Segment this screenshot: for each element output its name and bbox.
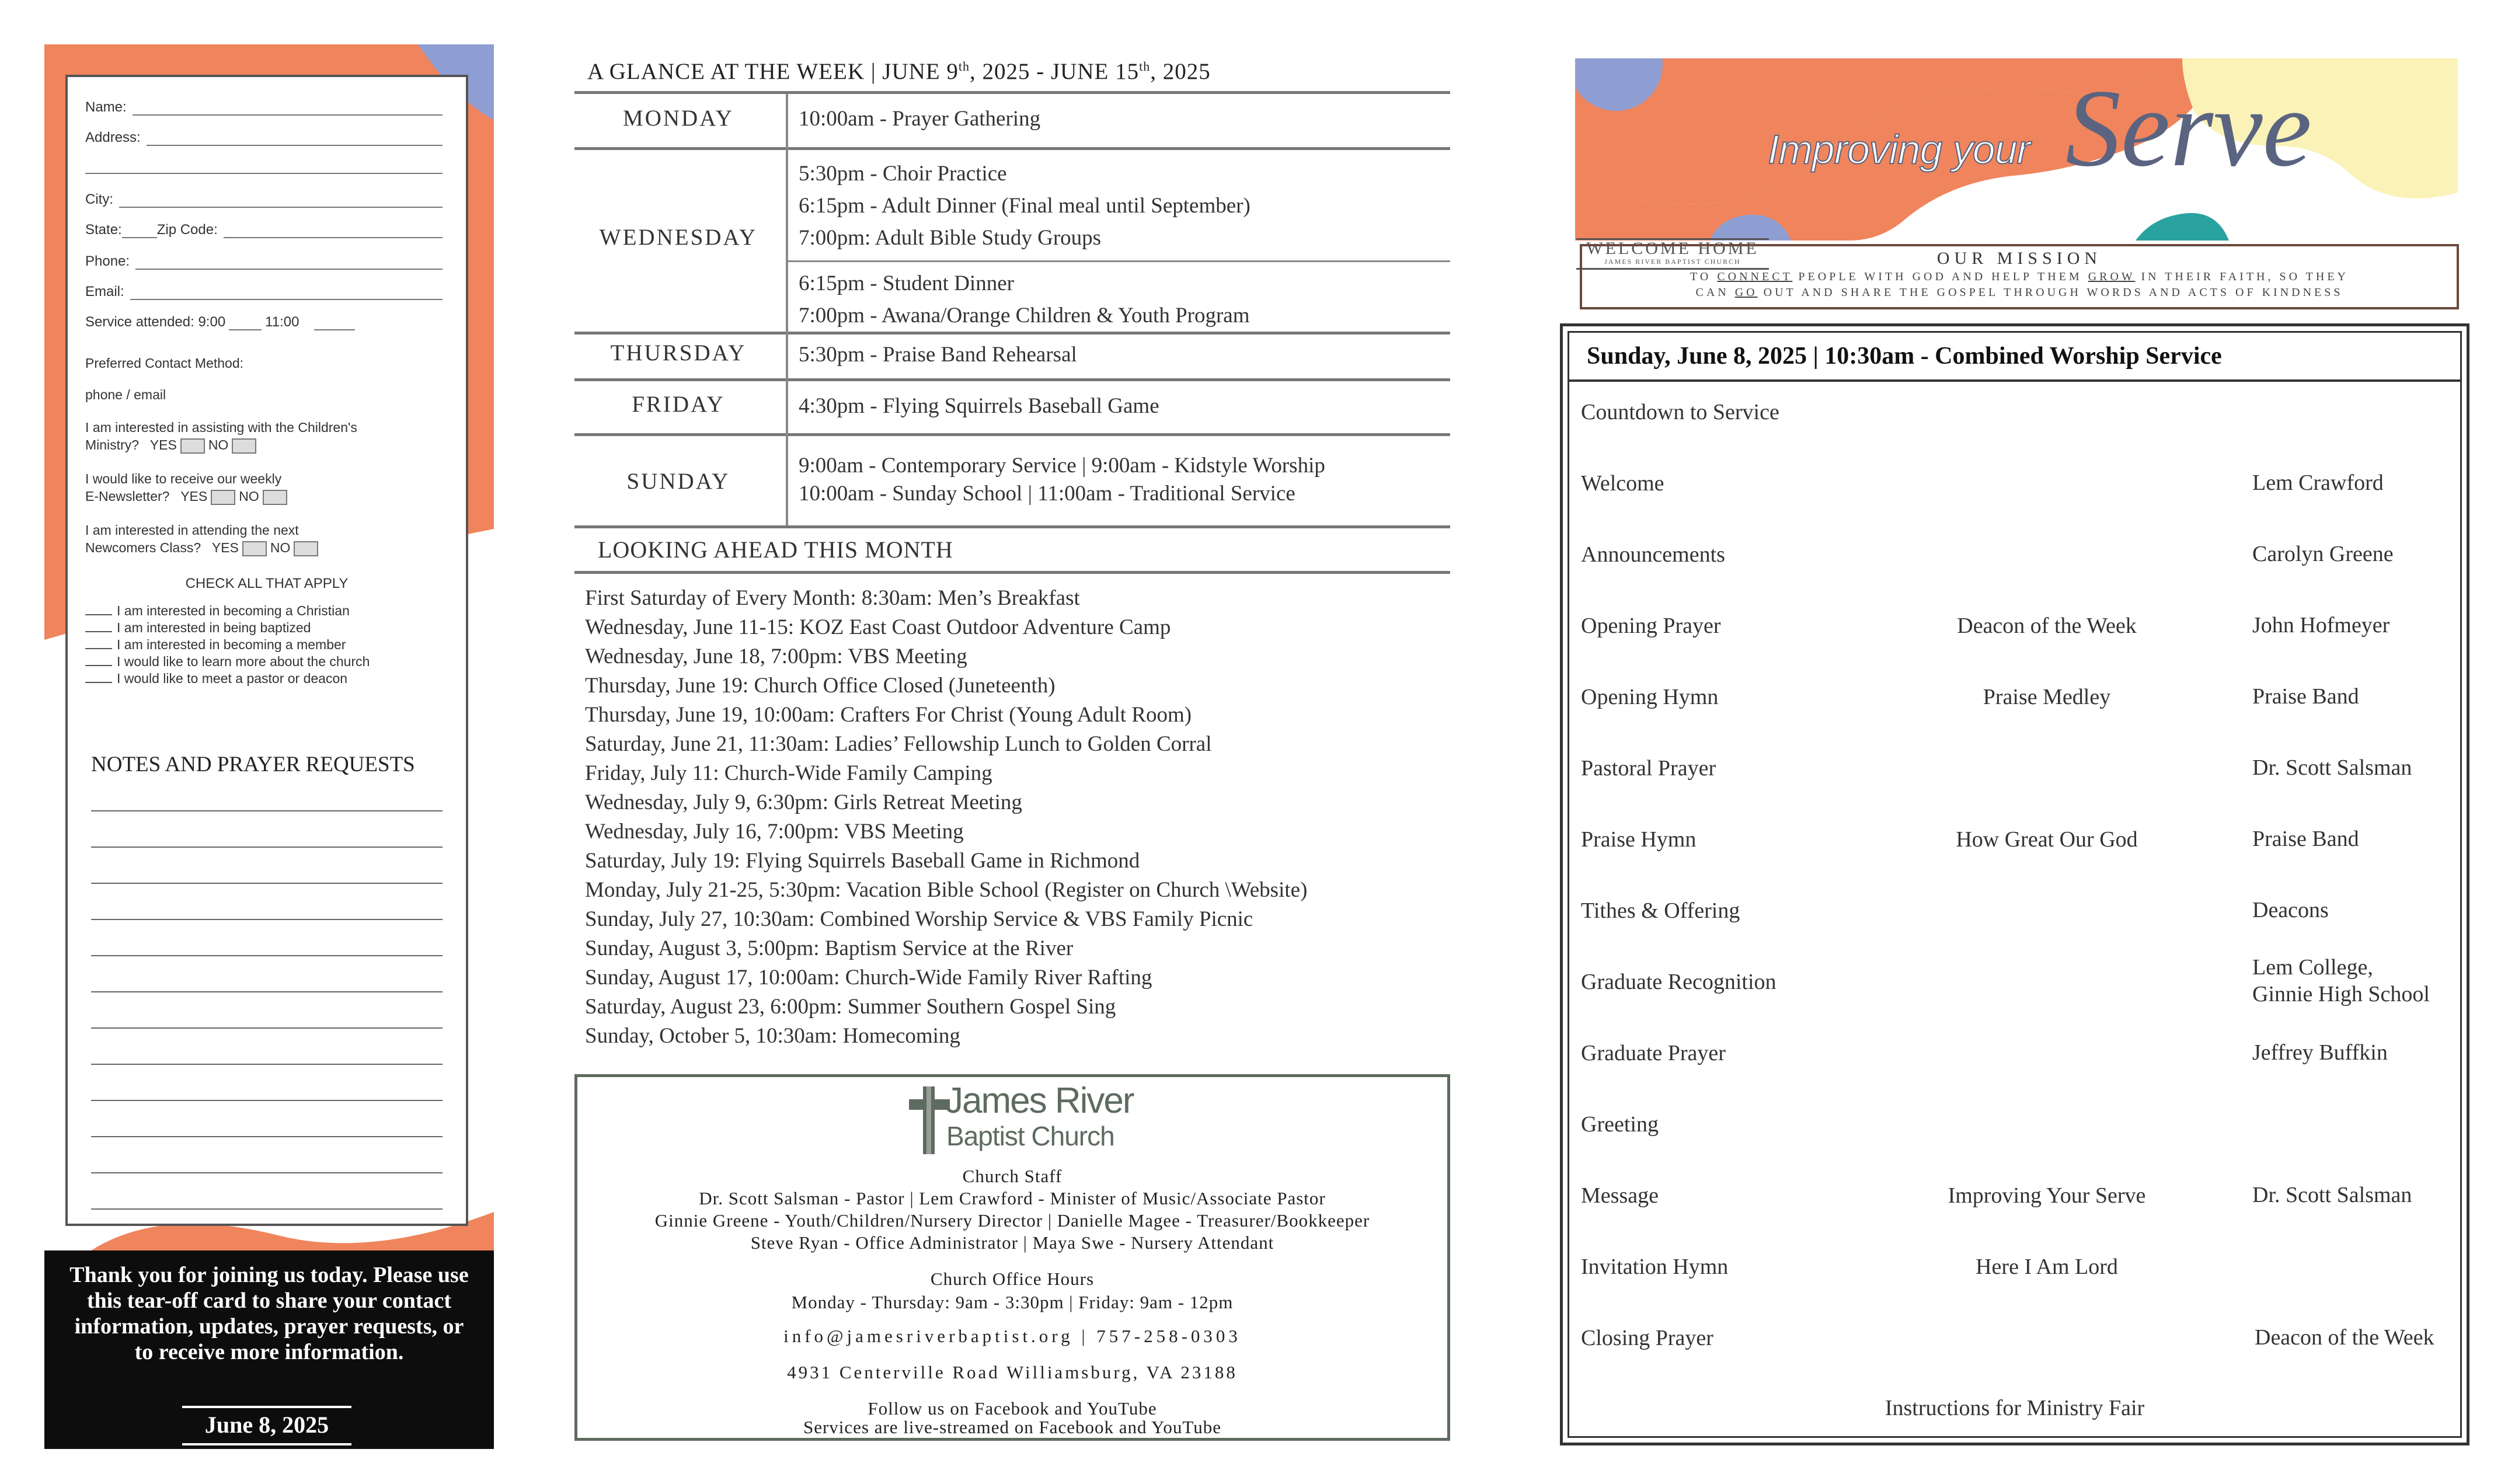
check-item-label: I am interested in becoming a member (117, 637, 346, 652)
contact-card (65, 75, 468, 1226)
newcomers-question-line2: Newcomers Class? (85, 539, 201, 555)
ahead-item: Thursday, June 19, 10:00am: Crafters For Christ (Young Adult Room) (585, 703, 1192, 727)
no-label: NO (270, 539, 291, 555)
office-hours: Monday - Thursday: 9am - 3:30pm | Friday: 9am - 12pm (791, 1292, 1234, 1312)
check-item[interactable] (85, 636, 370, 653)
logo-line1: James River (945, 1081, 1134, 1121)
week-title: A GLANCE AT THE WEEK | JUNE 9th, 2025 - JUNE 15th, 2025 (587, 59, 1211, 84)
welcome-home-text: WELCOME HOME (1586, 239, 1759, 258)
mission-text-line2: CAN GO OUT AND SHARE THE GOSPEL THROUGH WORDS AND ACTS OF KINDNESS (1695, 286, 2343, 299)
check-item[interactable] (85, 619, 370, 636)
no-label: NO (239, 488, 259, 504)
staff-line: Steve Ryan - Office Administrator | Maya Swe - Nursery Attendant (750, 1232, 1274, 1253)
check-list (85, 602, 370, 687)
no-label: NO (208, 437, 229, 452)
state-label: State: (85, 222, 122, 238)
welcome-home-church: JAMES RIVER BAPTIST CHURCH (1604, 257, 1741, 266)
church-address: 4931 Centerville Road Williamsburg, VA 23188 (787, 1362, 1238, 1382)
ahead-item: Saturday, June 21, 11:30am: Ladies’ Fellowship Lunch to Golden Corral (585, 732, 1212, 756)
check-all-title: CHECK ALL THAT APPLY (185, 576, 349, 591)
event-thursday: 5:30pm - Praise Band Rehearsal (799, 343, 1077, 367)
ahead-item: Sunday, August 17, 10:00am: Church-Wide Family River Rafting (585, 966, 1152, 990)
day-wednesday: WEDNESDAY (599, 225, 758, 250)
service-item-name: Announcements (1581, 542, 1725, 567)
ahead-item: Sunday, October 5, 10:30am: Homecoming (585, 1024, 960, 1048)
stream-text: Services are live-streamed on Facebook and YouTube (803, 1417, 1222, 1437)
ahead-item: Thursday, June 19: Church Office Closed (Juneteenth) (585, 674, 1056, 698)
yes-checkbox[interactable] (180, 438, 205, 454)
note-line[interactable] (91, 1100, 443, 1101)
follow-text: Follow us on Facebook and YouTube (868, 1398, 1157, 1419)
service-item-name: Greeting (1581, 1112, 1659, 1137)
service-item-leader: John Hofmeyer (2252, 613, 2390, 638)
note-line[interactable] (91, 955, 443, 956)
no-checkbox[interactable] (263, 490, 287, 505)
service-item-detail: Here I Am Lord (1976, 1255, 2118, 1279)
phone-field[interactable] (85, 253, 443, 270)
service-item-name: Invitation Hymn (1581, 1255, 1729, 1279)
service-item-leader: Deacon of the Week (2255, 1325, 2434, 1350)
tear-off-card-panel (44, 44, 494, 1449)
ahead-item: First Saturday of Every Month: 8:30am: Men’s Breakfast (585, 586, 1080, 610)
yes-checkbox[interactable] (211, 490, 235, 505)
service-item-leader: Dr. Scott Salsman (2252, 1183, 2412, 1207)
ahead-item: Wednesday, June 18, 7:00pm: VBS Meeting (585, 645, 967, 668)
service-item-name: Pastoral Prayer (1581, 756, 1716, 781)
service-item-detail: How Great Our God (1956, 827, 2138, 852)
staff-title: Church Staff (962, 1166, 1063, 1186)
ahead-item: Monday, July 21-25, 5:30pm: Vacation Bible School (Register on Church \Website) (585, 878, 1308, 902)
note-line[interactable] (91, 846, 443, 848)
children-question (85, 419, 357, 454)
office-hours-title: Church Office Hours (930, 1269, 1095, 1289)
mission-text-line1: TO CONNECT PEOPLE WITH GOD AND HELP THEM GROW IN THEIR FAITH, SO THEY (1690, 270, 2349, 283)
check-item[interactable] (85, 670, 370, 687)
service-item-leader: Praise Band (2252, 684, 2359, 709)
staff-line: Dr. Scott Salsman - Pastor | Lem Crawford - Minister of Music/Associate Pastor (699, 1188, 1326, 1208)
event-monday: 10:00am - Prayer Gathering (799, 107, 1041, 131)
no-checkbox[interactable] (294, 541, 318, 556)
service-item-name: Praise Hymn (1581, 827, 1697, 852)
ahead-item: Sunday, July 27, 10:30am: Combined Worship Service & VBS Family Picnic (585, 907, 1253, 931)
event-wednesday-adult: 5:30pm - Choir Practice 6:15pm - Adult Dinner (Final meal until September) 7:00pm: Adult Bible Study Groups (799, 162, 1250, 250)
event-friday: 4:30pm - Flying Squirrels Baseball Game (799, 394, 1159, 418)
mission-title: OUR MISSION (1936, 249, 2102, 268)
ahead-item: Saturday, July 19: Flying Squirrels Baseball Game in Richmond (585, 849, 1140, 873)
note-line[interactable] (91, 883, 443, 884)
looking-ahead-title: LOOKING AHEAD THIS MONTH (598, 537, 953, 563)
address-field[interactable] (85, 130, 443, 146)
service-item-name: Graduate Recognition (1581, 970, 1777, 994)
event-sunday: 9:00am - Contemporary Service | 9:00am - Kidstyle Worship 10:00am - Sunday School | 11:00am - Traditional Service (799, 454, 1325, 506)
looking-ahead-list (585, 584, 1307, 1051)
check-item[interactable] (85, 653, 370, 670)
preferred-contact-label: Preferred Contact Method: (85, 356, 244, 371)
no-checkbox[interactable] (232, 438, 256, 454)
service-attended-label: Service attended: 9:00 (85, 314, 226, 330)
note-line[interactable] (91, 810, 443, 811)
email-field[interactable] (85, 284, 443, 300)
service-item-leader: Dr. Scott Salsman (2252, 755, 2412, 780)
newsletter-question-line2: E-Newsletter? (85, 488, 170, 504)
service-item-leader: Lem Crawford (2252, 471, 2384, 495)
service-item-detail: Deacon of the Week (1957, 614, 2137, 638)
day-friday: FRIDAY (632, 392, 725, 417)
bulletin-date: June 8, 2025 (182, 1406, 351, 1445)
contact-info[interactable]: info@jamesriverbaptist.org | 757-258-0303 (783, 1326, 1241, 1346)
notes-title: NOTES AND PRAYER REQUESTS (91, 753, 415, 776)
children-question-line1: I am interested in assisting with the Children's (85, 420, 357, 435)
yes-checkbox[interactable] (242, 541, 267, 556)
day-thursday: THURSDAY (610, 340, 747, 365)
banner-improving-text: Improving your (1768, 127, 2030, 172)
note-line[interactable] (91, 1027, 443, 1029)
service-item-detail: Praise Medley (1983, 685, 2111, 709)
ahead-item: Wednesday, July 16, 7:00pm: VBS Meeting (585, 820, 964, 844)
check-item[interactable] (85, 602, 370, 619)
service-item-leader: Carolyn Greene (2252, 542, 2394, 566)
event-wednesday-youth: 6:15pm - Student Dinner 7:00pm - Awana/Orange Children & Youth Program (799, 271, 1250, 328)
service-item-leader: Praise Band (2252, 827, 2359, 851)
note-line[interactable] (91, 919, 443, 920)
day-sunday: SUNDAY (626, 469, 730, 494)
service-item-leader: Jeffrey Buffkin (2252, 1040, 2388, 1065)
ahead-item: Wednesday, July 9, 6:30pm: Girls Retreat Meeting (585, 790, 1022, 814)
service-item-name: Closing Prayer (1581, 1326, 1713, 1350)
email-label: Email: (85, 284, 124, 299)
day-monday: MONDAY (623, 106, 734, 131)
service-title: Sunday, June 8, 2025 | 10:30am - Combined Worship Service (1587, 343, 2222, 370)
note-line[interactable] (91, 991, 443, 992)
note-line[interactable] (91, 1172, 443, 1173)
service-item-name: Opening Hymn (1581, 685, 1719, 709)
banner-serve-text: Serve (2065, 67, 2312, 190)
state-zip-field[interactable] (85, 222, 443, 238)
note-line[interactable] (91, 1136, 443, 1137)
check-item-label: I am interested in being baptized (117, 620, 311, 635)
cross-icon (909, 1086, 950, 1154)
service-item-name: Tithes & Offering (1581, 898, 1740, 923)
service-item-detail: Improving Your Serve (1948, 1183, 2146, 1208)
check-item-label: I would like to meet a pastor or deacon (117, 671, 348, 686)
name-label: Name: (85, 99, 127, 115)
newsletter-question-line1: I would like to receive our weekly (85, 471, 282, 486)
city-label: City: (85, 191, 113, 207)
city-field[interactable] (85, 191, 443, 208)
sermon-banner (1575, 58, 2458, 241)
note-line[interactable] (91, 1208, 443, 1210)
ahead-item: Wednesday, June 11-15: KOZ East Coast Outdoor Adventure Camp (585, 615, 1171, 639)
service-item-leader: Lem College, Ginnie High School (2252, 955, 2430, 1006)
ahead-item: Saturday, August 23, 6:00pm: Summer Southern Gospel Sing (585, 995, 1116, 1019)
newsletter-question (85, 471, 291, 506)
service-time-2-label: 11:00 (265, 314, 299, 330)
children-question-line2: Ministry? (85, 437, 140, 452)
mission-box (1580, 244, 2459, 309)
staff-line: Ginnie Greene - Youth/Children/Nursery Director | Danielle Magee - Treasurer/Bookkeeper (654, 1210, 1370, 1231)
phone-label: Phone: (85, 253, 130, 269)
check-item-label: I am interested in becoming a Christian (117, 603, 350, 618)
yes-label: YES (149, 437, 177, 452)
zip-label: Zip Code: (156, 222, 218, 238)
service-item-leader: Deacons (2252, 898, 2329, 922)
yes-label: YES (211, 539, 239, 555)
service-item-name: Opening Prayer (1581, 614, 1721, 638)
service-item-name: Welcome (1581, 471, 1664, 496)
service-item-name: Graduate Prayer (1581, 1041, 1726, 1065)
thanks-text: Thank you for joining us today. Please use this tear-off card to share your contact information, updates, prayer requests, or to receive more information. (69, 1263, 469, 1364)
service-item-name: Message (1581, 1183, 1659, 1208)
contact-options-label: phone / email (85, 387, 166, 402)
service-item-name: Countdown to Service (1581, 400, 1779, 424)
ahead-item: Sunday, August 3, 5:00pm: Baptism Service at the River (585, 936, 1074, 960)
newcomers-question-line1: I am interested in attending the next (85, 522, 299, 538)
address-line-2[interactable] (85, 159, 443, 174)
yes-label: YES (180, 488, 208, 504)
check-item-label: I would like to learn more about the church (117, 654, 370, 669)
ministry-fair-instructions: Instructions for Ministry Fair (1885, 1396, 2145, 1420)
thanks-box (44, 1250, 494, 1449)
church-info-box (574, 1074, 1450, 1441)
ahead-item: Friday, July 11: Church-Wide Family Camping (585, 761, 992, 785)
name-field[interactable] (85, 99, 443, 116)
logo-line2: Baptist Church (946, 1121, 1114, 1151)
service-attended-field[interactable] (85, 314, 443, 330)
note-line[interactable] (91, 1064, 443, 1065)
newcomers-question (85, 522, 322, 557)
address-label: Address: (85, 130, 141, 145)
